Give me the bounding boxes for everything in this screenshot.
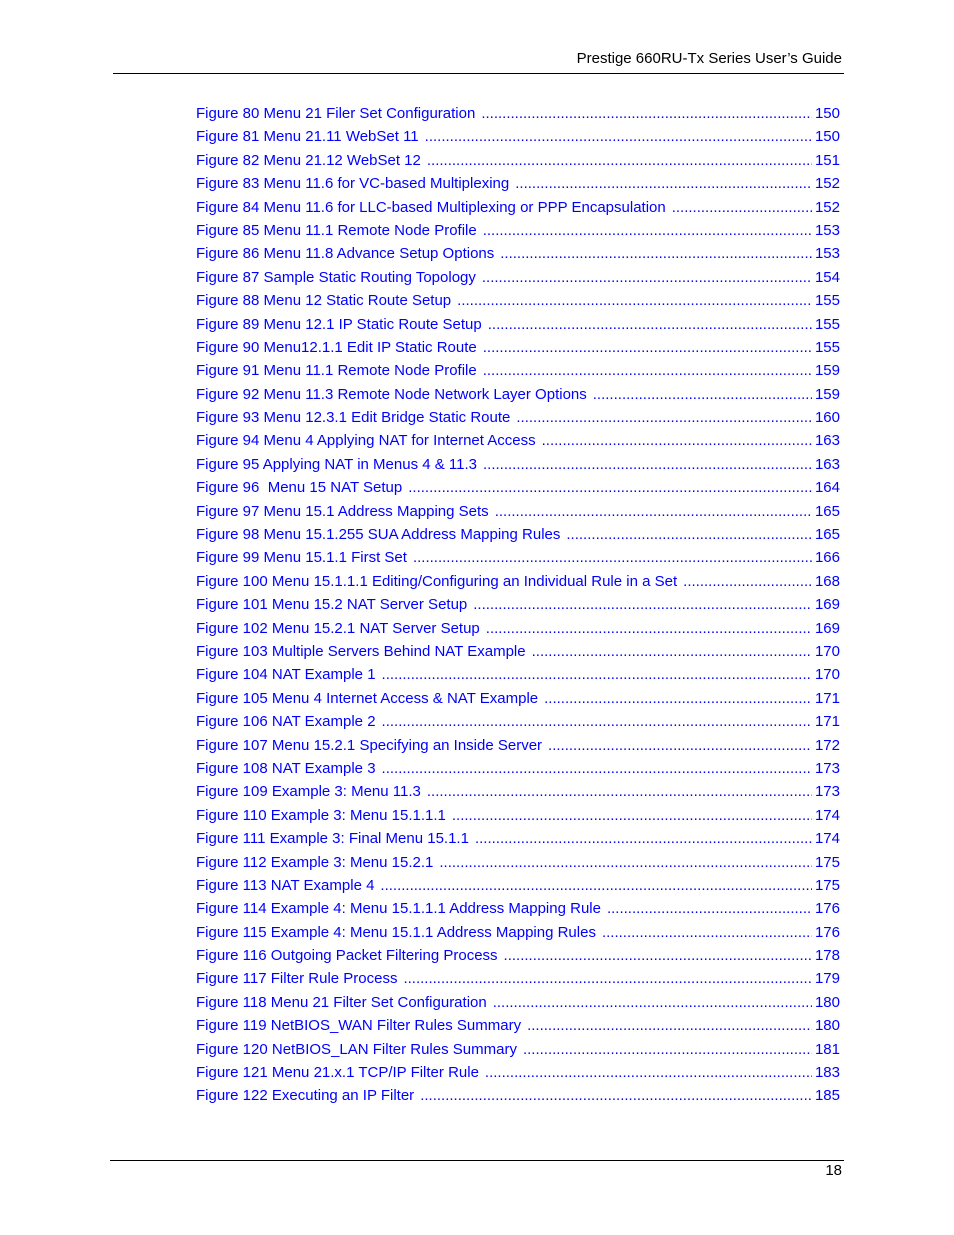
toc-entry-page-number: 181	[814, 1040, 840, 1058]
toc-entry-title: Figure 108 NAT Example 3	[196, 759, 376, 777]
toc-entry-page-number: 183	[814, 1064, 840, 1082]
toc-entry-title: Figure 122 Executing an IP Filter	[196, 1087, 415, 1105]
toc-entry-title: Figure 97 Menu 15.1 Address Mapping Sets	[196, 502, 489, 520]
toc-entry-page-number: 185	[814, 1087, 840, 1105]
toc-entry-title: Figure 115 Example 4: Menu 15.1.1 Address Mapping Rules	[196, 923, 596, 941]
toc-entry-link[interactable]	[196, 643, 840, 666]
toc-entry-title: Figure 96 Menu 15 NAT Setup	[196, 479, 403, 497]
toc-dot-leader	[493, 994, 812, 1011]
toc-entry-link[interactable]	[196, 690, 840, 713]
toc-dot-leader	[439, 854, 812, 871]
toc-dot-leader	[486, 620, 812, 637]
toc-entry-title: Figure 102 Menu 15.2.1 NAT Server Setup	[196, 619, 480, 637]
toc-dot-leader	[425, 128, 812, 145]
toc-entry-page-number: 163	[814, 432, 840, 450]
toc-entry-title: Figure 116 Outgoing Packet Filtering Process	[196, 947, 498, 965]
toc-entry-link[interactable]	[196, 1017, 840, 1040]
toc-entry-page-number: 174	[814, 806, 840, 824]
toc-entry-link[interactable]	[196, 900, 840, 923]
toc-entry-page-number: 165	[814, 526, 840, 544]
toc-entry-title: Figure 94 Menu 4 Applying NAT for Internet Access	[196, 432, 536, 450]
toc-entry-link[interactable]	[196, 526, 840, 549]
toc-entry-page-number: 170	[814, 666, 840, 684]
toc-entry-title: Figure 90 Menu12.1.1 Edit IP Static Route	[196, 338, 477, 356]
toc-dot-leader	[420, 1087, 812, 1104]
toc-entry-page-number: 170	[814, 642, 840, 660]
toc-dot-leader	[548, 737, 812, 754]
toc-dot-leader	[542, 432, 812, 449]
toc-dot-leader	[483, 222, 812, 239]
toc-entry-title: Figure 101 Menu 15.2 NAT Server Setup	[196, 596, 468, 614]
toc-entry-link[interactable]	[196, 947, 840, 970]
toc-entry-page-number: 153	[814, 221, 840, 239]
toc-entry-page-number: 165	[814, 502, 840, 520]
toc-entry-link[interactable]	[196, 222, 840, 245]
toc-entry-title: Figure 118 Menu 21 Filter Set Configuration	[196, 993, 487, 1011]
toc-entry-link[interactable]	[196, 479, 840, 502]
toc-entry-page-number: 150	[814, 128, 840, 146]
toc-entry-page-number: 175	[814, 876, 840, 894]
toc-entry-page-number: 164	[814, 479, 840, 497]
toc-dot-leader	[602, 924, 812, 941]
toc-entry-title: Figure 105 Menu 4 Internet Access & NAT Example	[196, 689, 539, 707]
toc-entry-title: Figure 113 NAT Example 4	[196, 876, 375, 894]
toc-entry-page-number: 159	[814, 362, 840, 380]
toc-dot-leader	[544, 690, 812, 707]
toc-dot-leader	[483, 456, 812, 473]
toc-entry-title: Figure 92 Menu 11.3 Remote Node Network Layer Options	[196, 385, 587, 403]
toc-entry-title: Figure 99 Menu 15.1.1 First Set	[196, 549, 407, 567]
toc-entry-title: Figure 91 Menu 11.1 Remote Node Profile	[196, 362, 477, 380]
toc-entry-title: Figure 111 Example 3: Final Menu 15.1.1	[196, 830, 469, 848]
toc-dot-leader	[403, 970, 812, 987]
toc-entry-page-number: 179	[814, 970, 840, 988]
toc-entry-page-number: 154	[814, 268, 840, 286]
toc-dot-leader	[515, 175, 812, 192]
toc-entry-link[interactable]	[196, 830, 840, 853]
toc-entry-link[interactable]	[196, 713, 840, 736]
toc-entry-page-number: 171	[814, 713, 840, 731]
header-divider	[113, 73, 844, 74]
toc-entry-title: Figure 109 Example 3: Menu 11.3	[196, 783, 421, 801]
toc-entry-link[interactable]	[196, 152, 840, 175]
toc-entry-link[interactable]	[196, 807, 840, 830]
toc-dot-leader	[452, 807, 812, 824]
toc-entry-link[interactable]	[196, 549, 840, 572]
toc-entry-title: Figure 110 Example 3: Menu 15.1.1.1	[196, 806, 446, 824]
toc-dot-leader	[475, 830, 812, 847]
toc-entry-link[interactable]	[196, 994, 840, 1017]
toc-entry-page-number: 155	[814, 315, 840, 333]
toc-entry-page-number: 166	[814, 549, 840, 567]
toc-entry-title: Figure 104 NAT Example 1	[196, 666, 376, 684]
toc-dot-leader	[382, 666, 812, 683]
toc-entry-link[interactable]	[196, 596, 840, 619]
toc-entry-title: Figure 88 Menu 12 Static Route Setup	[196, 292, 452, 310]
toc-entry-link[interactable]	[196, 175, 840, 198]
toc-entry-page-number: 168	[814, 572, 840, 590]
toc-entry-page-number: 150	[814, 105, 840, 122]
toc-entry-link[interactable]	[196, 128, 840, 151]
toc-entry-link[interactable]	[196, 620, 840, 643]
toc-dot-leader	[408, 479, 812, 496]
toc-entry-page-number: 173	[814, 783, 840, 801]
toc-dot-leader	[488, 316, 812, 333]
toc-entry-link[interactable]	[196, 970, 840, 993]
toc-entry-page-number: 176	[814, 923, 840, 941]
toc-entry-page-number: 180	[814, 993, 840, 1011]
toc-entry-link[interactable]	[196, 783, 840, 806]
toc-entry-page-number: 151	[814, 151, 840, 169]
toc-entry-link[interactable]	[196, 1064, 840, 1087]
toc-entry-page-number: 153	[814, 245, 840, 263]
toc-entry-page-number: 155	[814, 292, 840, 310]
toc-dot-leader	[413, 549, 812, 566]
toc-entry-title: Figure 82 Menu 21.12 WebSet 12	[196, 151, 421, 169]
toc-entry-title: Figure 80 Menu 21 Filer Set Configuration	[196, 105, 476, 122]
toc-dot-leader	[607, 900, 812, 917]
toc-entry-link[interactable]	[196, 924, 840, 947]
toc-entry-title: Figure 83 Menu 11.6 for VC-based Multiplexing	[196, 175, 510, 193]
toc-entry-page-number: 178	[814, 947, 840, 965]
toc-entry-link[interactable]	[196, 409, 840, 432]
toc-entry-link[interactable]	[196, 456, 840, 479]
toc-entry-link[interactable]	[196, 503, 840, 526]
toc-entry-link[interactable]	[196, 1041, 840, 1064]
toc-dot-leader	[593, 386, 812, 403]
toc-dot-leader	[380, 877, 812, 894]
toc-entry-title: Figure 114 Example 4: Menu 15.1.1.1 Address Mapping Rule	[196, 900, 601, 918]
toc-entry-title: Figure 112 Example 3: Menu 15.2.1	[196, 853, 434, 871]
toc-entry-link[interactable]	[196, 386, 840, 409]
toc-dot-leader	[516, 409, 812, 426]
toc-entry-page-number: 169	[814, 619, 840, 637]
toc-entry-link[interactable]	[196, 339, 840, 362]
toc-entry-link[interactable]	[196, 105, 840, 128]
toc-entry-title: Figure 121 Menu 21.x.1 TCP/IP Filter Rule	[196, 1064, 479, 1082]
toc-dot-leader	[495, 503, 812, 520]
toc-entry-title: Figure 85 Menu 11.1 Remote Node Profile	[196, 221, 477, 239]
toc-entry-link[interactable]	[196, 854, 840, 877]
toc-entry-link[interactable]	[196, 1087, 840, 1110]
toc-entry-link[interactable]	[196, 292, 840, 315]
toc-entry-link[interactable]	[196, 432, 840, 455]
toc-entry-link[interactable]	[196, 760, 840, 783]
toc-entry-page-number: 174	[814, 830, 840, 848]
toc-dot-leader	[457, 292, 812, 309]
toc-dot-leader	[500, 245, 812, 262]
toc-entry-page-number: 160	[814, 409, 840, 427]
toc-entry-link[interactable]	[196, 199, 840, 222]
toc-entry-title: Figure 89 Menu 12.1 IP Static Route Setup	[196, 315, 482, 333]
toc-entry-page-number: 171	[814, 689, 840, 707]
toc-entry-link[interactable]	[196, 245, 840, 268]
toc-entry-title: Figure 81 Menu 21.11 WebSet 11	[196, 128, 419, 146]
footer-divider	[110, 1160, 844, 1161]
toc-entry-title: Figure 87 Sample Static Routing Topology	[196, 268, 476, 286]
toc-entry-title: Figure 93 Menu 12.3.1 Edit Bridge Static Route	[196, 409, 511, 427]
toc-entry-page-number: 173	[814, 759, 840, 777]
toc-entry-title: Figure 103 Multiple Servers Behind NAT Example	[196, 642, 526, 660]
toc-entry-link[interactable]	[196, 737, 840, 760]
toc-entry-link[interactable]	[196, 269, 840, 292]
toc-entry-link[interactable]	[196, 877, 840, 900]
toc-dot-leader	[672, 199, 812, 216]
toc-entry-page-number: 159	[814, 385, 840, 403]
toc-entry-title: Figure 106 NAT Example 2	[196, 713, 376, 731]
toc-entry-page-number: 169	[814, 596, 840, 614]
document-header-title: Prestige 660RU-Tx Series User’s Guide	[576, 50, 842, 67]
toc-dot-leader	[427, 783, 812, 800]
toc-entry-link[interactable]	[196, 666, 840, 689]
toc-entry-title: Figure 95 Applying NAT in Menus 4 & 11.3	[196, 455, 477, 473]
toc-dot-leader	[473, 596, 812, 613]
toc-entry-page-number: 180	[814, 1017, 840, 1035]
toc-entry-title: Figure 120 NetBIOS_LAN Filter Rules Summary	[196, 1040, 517, 1058]
toc-entry-page-number: 163	[814, 455, 840, 473]
toc-entry-title: Figure 84 Menu 11.6 for LLC-based Multiplexing or PPP Encapsulation	[196, 198, 666, 216]
toc-entry-title: Figure 98 Menu 15.1.255 SUA Address Mapping Rules	[196, 526, 561, 544]
toc-entry-page-number: 155	[814, 338, 840, 356]
toc-dot-leader	[504, 947, 812, 964]
toc-entry-link[interactable]	[196, 362, 840, 385]
toc-entry-title: Figure 117 Filter Rule Process	[196, 970, 398, 988]
toc-dot-leader	[483, 339, 812, 356]
toc-entry-title: Figure 86 Menu 11.8 Advance Setup Options	[196, 245, 495, 263]
toc-entry-page-number: 152	[814, 175, 840, 193]
toc-dot-leader	[566, 526, 812, 543]
toc-entry-title: Figure 107 Menu 15.2.1 Specifying an Inside Server	[196, 736, 543, 754]
toc-dot-leader	[485, 1064, 812, 1081]
toc-entry-title: Figure 119 NetBIOS_WAN Filter Rules Summary	[196, 1017, 522, 1035]
toc-entry-link[interactable]	[196, 316, 840, 339]
toc-entry-title: Figure 100 Menu 15.1.1.1 Editing/Configuring an Individual Rule in a Set	[196, 572, 678, 590]
toc-dot-leader	[382, 760, 812, 777]
toc-dot-leader	[527, 1017, 812, 1034]
toc-dot-leader	[523, 1041, 812, 1058]
toc-dot-leader	[382, 713, 812, 730]
toc-entry-page-number: 152	[814, 198, 840, 216]
toc-entry-page-number: 175	[814, 853, 840, 871]
toc-entry-link[interactable]	[196, 573, 840, 596]
toc-dot-leader	[683, 573, 812, 590]
toc-dot-leader	[482, 269, 812, 286]
toc-entry-page-number: 172	[814, 736, 840, 754]
toc-dot-leader	[427, 152, 812, 169]
toc-dot-leader	[481, 105, 812, 122]
list-of-figures	[196, 105, 840, 1111]
toc-dot-leader	[532, 643, 812, 660]
toc-entry-page-number: 176	[814, 900, 840, 918]
toc-dot-leader	[483, 362, 812, 379]
page-number: 18	[825, 1162, 842, 1179]
